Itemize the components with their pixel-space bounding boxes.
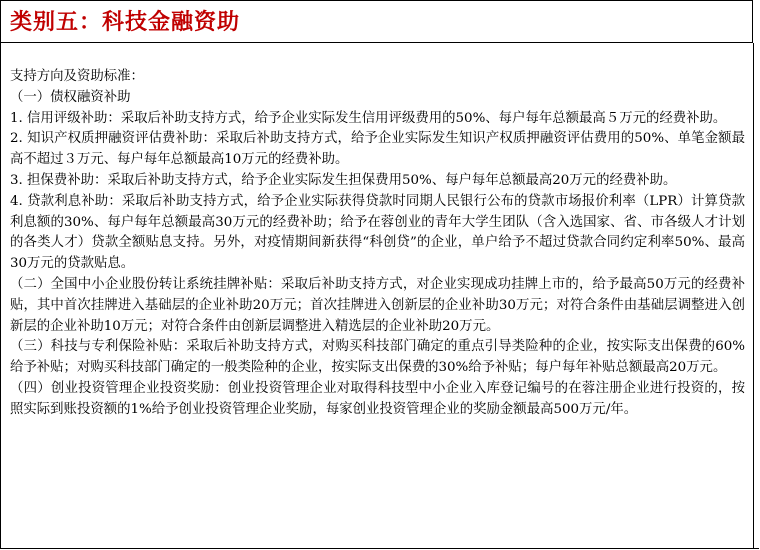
section-heading-1: （一）债权融资补助: [10, 89, 131, 105]
title-row: [1, 0, 753, 43]
section-venture-investment: （四）创业投资管理企业投资奖励：创业投资管理企业对取得科技型中小企业入库登记编号的在蓉注册企业进行投资的，按照实际到账投资额的1%给予创业投资管理企业奖励，每家创业投资管理企业的奖励金额最高500万元/年。: [10, 380, 745, 417]
section-insurance: （三）科技与专利保险补贴：采取后补助支持方式，对购买科技部门确定的重点引导类险种的企业，按实际支出保费的60%给予补贴；对购买科技部门确定的一般类险种的企业，按实际支出保费的30%给予补贴；每户每年补贴总额最高20万元。: [10, 339, 745, 376]
item-loan-interest: 4. 贷款利息补助：采取后补助支持方式，给予企业实际获得贷款时同期人民银行公布的贷款市场报价利率（LPR）计算贷款利息额的30%、每户每年总额最高30万元的经费补助；给予在蓉创业的青年大学生团队（含入选国家、省、市各级人才计划的各类人才）贷款全额贴息支持。另外，对疫情期间新获得“科创贷”的企业，单户给予不超过贷款合同约定利率50%、最高30万元的贷款贴息。: [10, 193, 745, 272]
item-credit-rating: 1. 信用评级补助：采取后补助支持方式，给予企业实际发生信用评级费用的50%、每户每年总额最高５万元的经费补助。: [10, 110, 727, 126]
item-ip-pledge: 2. 知识产权质押融资评估费补助：采取后补助支持方式，给予企业实际发生知识产权质押融资评估费用的50%、单笔金额最高不超过３万元、每户每年总额最高10万元的经费补助。: [10, 131, 745, 168]
item-guarantee-fee: 3. 担保费补助：采取后补助支持方式，给予企业实际发生担保费用50%、每户每年总额最高20万元的经费补助。: [10, 172, 677, 188]
table-border-right: [753, 43, 754, 549]
section-intro: 支持方向及资助标准：: [10, 69, 144, 84]
section-neeq-listing: （二）全国中小企业股份转让系统挂牌补贴：采取后补助支持方式，对企业实现成功挂牌上市的，给予最高50万元的经费补贴，其中首次挂牌进入基础层的企业补助20万元；首次挂牌进入创新层的企业补助30万元；对符合条件由基础层调整进入创新层的企业补助10万元；对符合条件由创新层调整进入精选层的企业补助20万元。: [10, 276, 745, 334]
document-title: 类别五：科技金融资助: [10, 9, 241, 35]
body-text: [10, 67, 745, 421]
